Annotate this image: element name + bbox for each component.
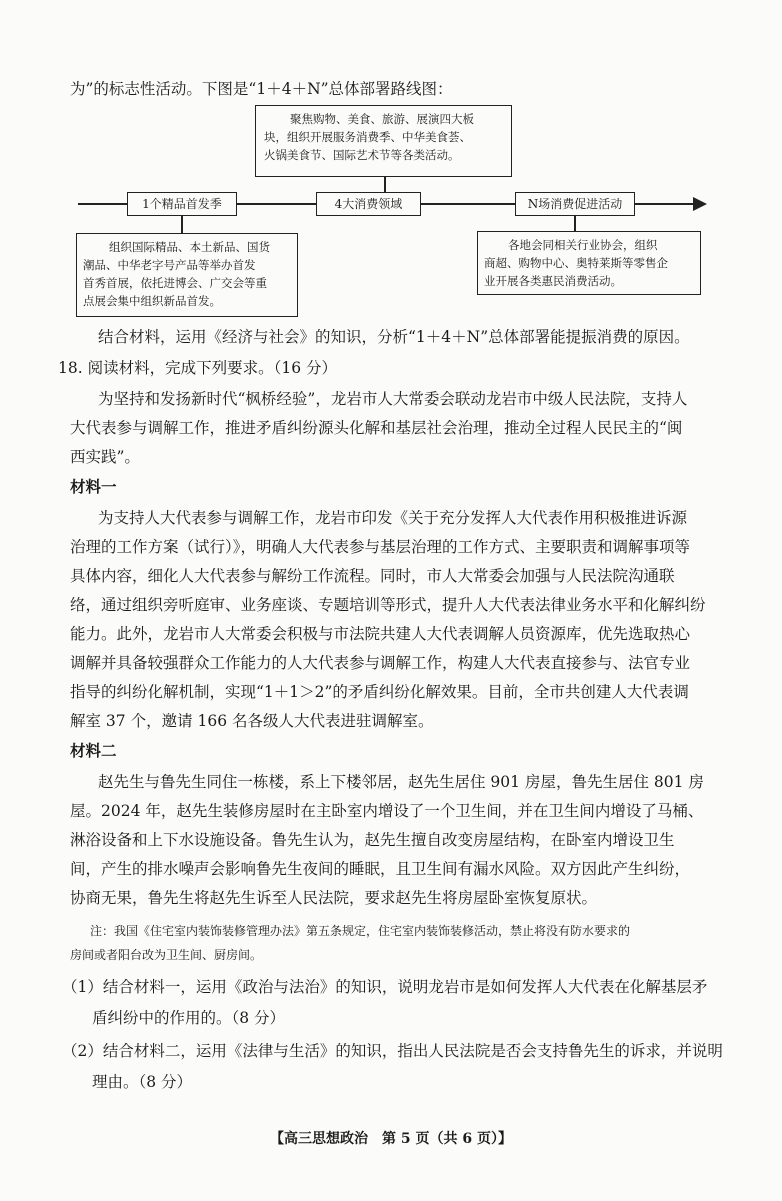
right-box-line: 业开展各类惠民消费活动。 (484, 274, 622, 288)
top-box-line: 聚焦购物、美食、旅游、展演四大板 (290, 112, 474, 126)
q17-prompt: 结合材料，运用《经济与社会》的知识，分析“1＋4＋N”总体部署能提振消费的原因。 (98, 328, 690, 346)
left-box-line: 点展会集中组织新品首发。 (83, 294, 221, 308)
material-one-line: 络，通过组织旁听庭审、业务座谈、专题培训等形式，提升人大代表法律业务水平和化解纠纷 (70, 596, 706, 614)
q18-intro-line: 为坚持和发扬新时代“枫桥经验”，龙岩市人大常委会联动龙岩市中级人民法院，支持人 (98, 390, 688, 408)
material-one-title: 材料一 (70, 477, 117, 496)
material-one-line: 调解并具备较强群众工作能力的人大代表参与调解工作，构建人大代表直接参与、法官专业 (70, 654, 691, 672)
q18-intro-line: 大代表参与调解工作，推进矛盾纠纷源头化解和基层社会治理，推动全过程人民民主的“闽 (70, 419, 683, 437)
q18-intro-line: 西实践”。 (70, 448, 140, 466)
material-two-line: 淋浴设备和上下水设施设备。鲁先生认为，赵先生擅自改变房屋结构，在卧室内增设卫生 (70, 831, 675, 849)
material-one-line: 具体内容，细化人大代表参与解纷工作流程。同时，市人大常委会加强与人民法院沟通联 (70, 567, 675, 585)
material-two-line: 间，产生的排水噪声会影响鲁先生夜间的睡眠，且卫生间有漏水风险。双方因此产生纠纷， (70, 860, 691, 878)
intro-line: 为”的标志性活动。下图是“1＋4＋N”总体部署路线图： (70, 80, 453, 98)
material-two-line: 屋。2024 年，赵先生装修房屋时在主卧室内增设了一个卫生间，并在卫生间内增设了马桶、 (70, 802, 704, 820)
node-consumption-fields: 4大消费领域 (316, 192, 421, 216)
material-one-line: 指导的纠纷化解机制，实现“1＋1＞2”的矛盾纠纷化解效果。目前，全市共创建人大代表调 (70, 683, 689, 701)
q18-heading: 18. 阅读材料，完成下列要求。（16 分） (58, 359, 337, 377)
subquestion-2-line: （2）结合材料二，运用《法律与生活》的知识，指出人民法院是否会支持鲁先生的诉求，并说明 (62, 1042, 723, 1060)
node-promotion-events: N场消费促进活动 (515, 192, 635, 216)
material-two-line: 赵先生与鲁先生同住一栋楼，系上下楼邻居，赵先生居住 901 房屋，鲁先生居住 801 房 (98, 773, 704, 791)
material-one-line: 能力。此外，龙岩市人大常委会积极与市法院共建人大代表调解人员资源库，优先选取热心 (70, 625, 691, 643)
note-line: 注：我国《住宅室内装饰装修管理办法》第五条规定，住宅室内装饰装修活动，禁止将没有防水要求的 (90, 924, 631, 938)
top-box-line: 火锅美食节、国际艺术节等各类活动。 (264, 148, 460, 162)
top-box-line: 块，组织开展服务消费季、中华美食荟、 (264, 130, 471, 144)
arrow-head-icon (693, 197, 707, 211)
material-one-line: 为支持人大代表参与调解工作，龙岩市印发《关于充分发挥人大代表作用积极推进诉源 (98, 509, 688, 527)
left-box-line: 潮品、中华老字号产品等举办首发 (83, 258, 256, 272)
connector-top (384, 177, 386, 192)
material-one-line: 解室 37 个，邀请 166 名各级人大代表进驻调解室。 (70, 712, 434, 730)
material-two-title: 材料二 (70, 741, 117, 760)
right-box (477, 231, 701, 295)
left-box (76, 233, 298, 317)
left-box-line: 组织国际精品、本土新品、国货 (109, 240, 270, 254)
material-two-line: 协商无果，鲁先生将赵先生诉至人民法院，要求赵先生将房屋卧室恢复原状。 (70, 889, 598, 907)
subquestion-1-line: 盾纠纷中的作用的。（8 分） (92, 1009, 286, 1027)
right-box-line: 各地会同相关行业协会，组织 (508, 238, 658, 252)
note-line: 房间或者阳台改为卫生间、厨房间。 (70, 948, 263, 962)
left-box-line: 首秀首展，依托进博会、广交会等重 (83, 276, 267, 290)
material-one-line: 治理的工作方案（试行）》，明确人大代表参与基层治理的工作方式、主要职责和调解事项等 (70, 538, 691, 556)
subquestion-1-line: （1）结合材料一，运用《政治与法治》的知识，说明龙岩市是如何发挥人大代表在化解基层矛 (62, 978, 708, 996)
node-premiere-season: 1个精品首发季 (127, 192, 237, 216)
connector-left (181, 216, 183, 234)
connector-right (574, 216, 576, 232)
right-box-line: 商超、购物中心、奥特莱斯等零售企 (484, 256, 668, 270)
top-box (255, 105, 512, 177)
page-footer: 【高三思想政治 第 5 页（共 6 页）】 (270, 1131, 512, 1147)
subquestion-2-line: 理由。（8 分） (92, 1073, 193, 1091)
